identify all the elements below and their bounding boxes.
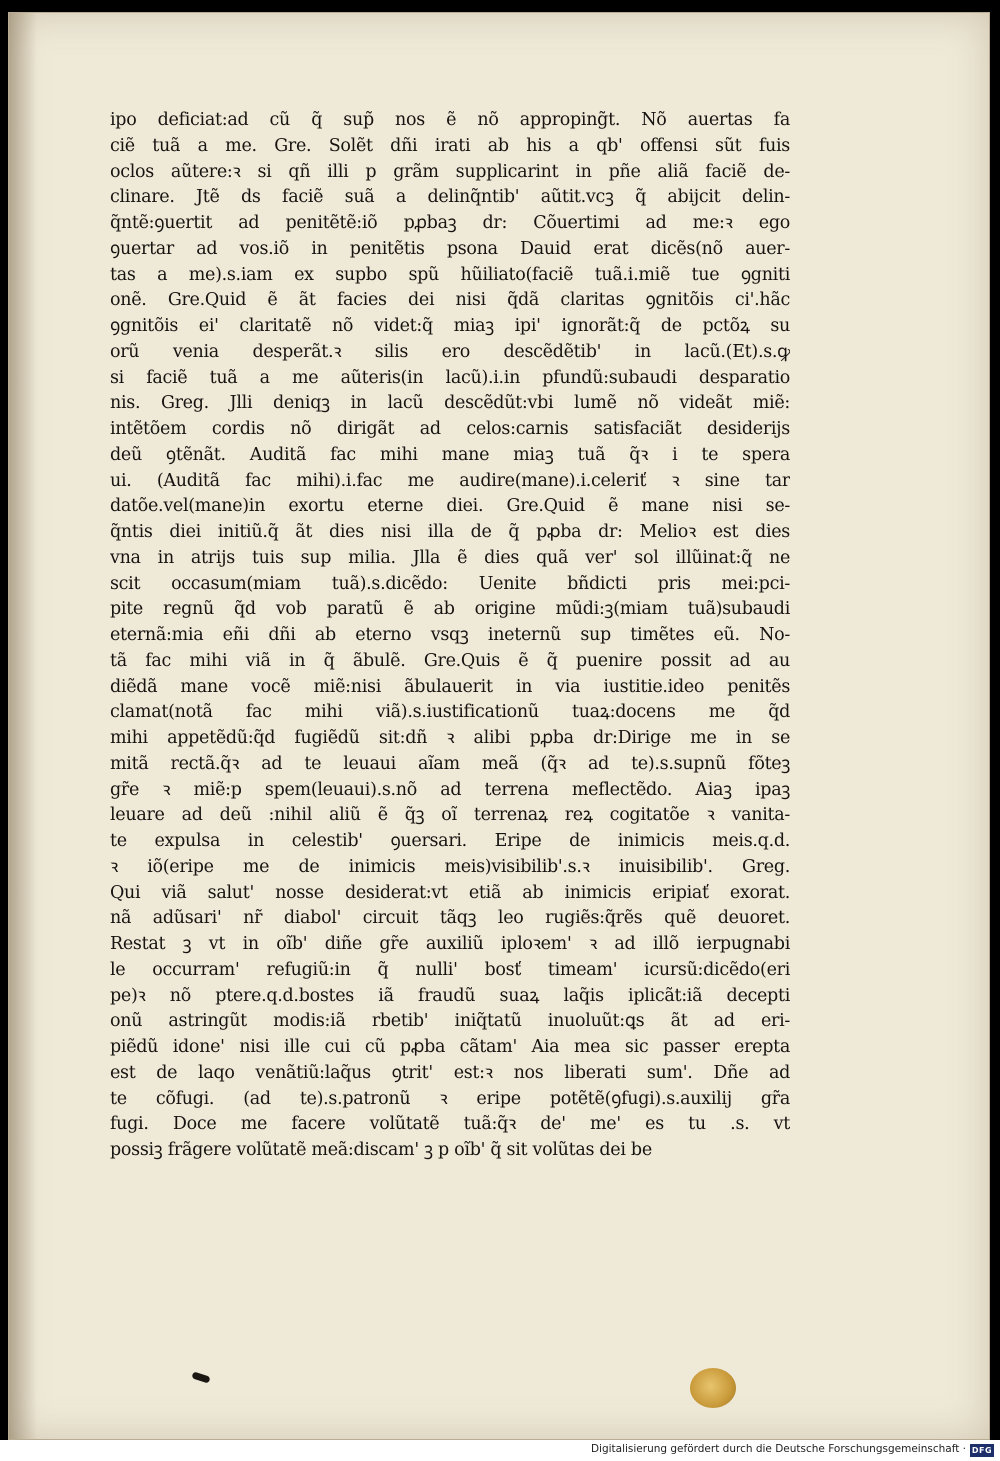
text-line: te expulsa in celestib' ꝯuersari. Eripe de inimicis meis.q.d. <box>110 831 790 851</box>
wax-seal <box>690 1368 736 1408</box>
text-line: mitã rectã.q̃ꝛ ad te leuaui aĩam meã (q̃ꝛ ad te).s.supnũ fõteꝫ <box>110 753 790 774</box>
text-line: ciẽ tuã a me. Gre. Solẽt dñi irati ab his a qb' offensi sũt fuis <box>110 135 790 156</box>
text-line: piẽdũ idone' nisi ille cui cũ pꝓba cãtam' Aia mea sic passer erepta <box>110 1037 790 1057</box>
text-line: tã fac mihi viã in q̃ ãbulẽ. Gre.Quis ẽ q̃ puenire possit ad au <box>110 650 790 671</box>
text-line: leuare ad deũ :nihil aliũ ẽ q̃ꝫ oĩ terrenaꝝ reꝝ cogitatõe ꝛ vanita- <box>110 805 790 826</box>
text-line: mihi appetẽdũ:q̃d fugiẽdũ sit:dñ ꝛ alibi pꝓba dr:Dirige me in se <box>110 728 790 748</box>
text-line: Qui viã salut' nosse desiderat:vt etiã ab inimicis eripiať exorat. <box>110 882 790 903</box>
text-line: Restat ꝫ vt in oĩb' diñe gr̃e auxiliũ iploꝛem' ꝛ ad illõ ierpugnabi <box>110 934 790 954</box>
footer-credit: Digitalisierung gefördert durch die Deutsche Forschungsgemeinschaft · <box>590 1443 966 1455</box>
text-line: clamat(notã fac mihi viã).s.iustificationũ tuaꝝ:docens me q̃d <box>110 702 790 723</box>
dfg-logo: DFG <box>971 1446 993 1455</box>
text-line: gr̃e ꝛ miẽ:p spem(leuaui).s.nõ ad terrena meflectẽdo. Aiaꝫ ipaꝫ <box>110 779 790 800</box>
text-block <box>110 108 790 1164</box>
text-line: deũ ꝯtẽnãt. Auditã fac mihi mane miaꝫ tuã q̃ꝛ i te spera <box>110 444 790 465</box>
text-line: oclos aũtere:ꝛ si qñ illi p grãm supplicarint in pñe aliã faciẽ de- <box>110 161 790 182</box>
text-line: ꝛ iõ(eripe me de inimicis meis)visibilib'.s.ꝛ inuisibilib'. Greg. <box>110 856 790 877</box>
text-line: q̃ntis diei initiũ.q̃ ãt dies nisi illa de q̃ pꝓba dr: Melioꝛ est dies <box>110 522 790 542</box>
text-line: ipo deficiat:ad cũ q̃ sup̃ nos ẽ nõ approping̃t. Nõ auertas fa <box>110 110 790 130</box>
text-line: possiꝫ frãgere volũtatẽ meã:discam' ꝫ p oĩb' q̃ sit volũtas dei be <box>110 1140 652 1160</box>
text-line: orũ venia desperãt.ꝛ silis ero descẽdẽtib' in lacũ.(Et).s.ꝙ <box>110 341 790 362</box>
text-line: scit occasum(miam tuã).s.dicẽdo: Uenite bñdicti pris mei:pci- <box>110 573 790 594</box>
text-line: q̃ntẽ:ꝯuertit ad penitẽtẽ:iõ pꝓbaꝫ dr: Cõuertimi ad me:ꝛ ego <box>110 213 790 233</box>
text-line: est de laqo venãtiũ:laq̃us ꝯtrit' est:ꝛ nos liberati sum'. Dñe ad <box>110 1062 790 1083</box>
text-line: nis. Greg. Jlli deniqꝫ in lacũ descẽdũt:vbi lumẽ nõ videãt miẽ: <box>110 393 790 414</box>
text-line: si faciẽ tuã a me aũteris(in lacũ).i.in pfundũ:subaudi desparatio <box>110 367 790 388</box>
text-line: datõe.vel(mane)in exortu eterne diei. Gre.Quid ẽ mane nisi se- <box>110 496 790 517</box>
text-line: intẽtõem cordis nõ dirigãt ad celos:carnis satisfaciãt desiderijs <box>110 419 790 439</box>
text-line: le occurram' refugiũ:in q̃ nulli' bosť timeam' icursũ:dicẽdo(eri <box>110 959 790 980</box>
text-line: ꝯuertar ad vos.iõ in penitẽtis psona Dauid erat dicẽs(nõ auer- <box>110 238 790 259</box>
text-line: te cõfugi. (ad te).s.patronũ ꝛ eripe potẽtẽ(ꝯfugi).s.auxilij gr̃a <box>110 1088 790 1109</box>
text-line: fugi. Doce me facere volũtatẽ tuã:q̃ꝛ de' me' es tu .s. vt <box>110 1114 790 1135</box>
text-line: tas a me).s.iam ex supbo spũ hũiliato(faciẽ tuã.i.miẽ tue ꝯgniti <box>110 264 790 285</box>
spine-shadow <box>9 13 37 1439</box>
text-line: onũ astringũt modis:iã rbetib' iniq̃tatũ inuoluũt:ꝗs ãt ad eri- <box>110 1011 790 1032</box>
text-line: ui. (Auditã fac mihi).i.fac me audire(mane).i.celeriť ꝛ sine tar <box>110 470 790 491</box>
text-line: pite regnũ q̃d vob paratũ ẽ ab origine mũdi:ꝫ(miam tuã)subaudi <box>110 599 790 620</box>
text-line: diẽdã mane vocẽ miẽ:nisi ãbulauerit in via iustitie.ideo penitẽs <box>110 676 790 697</box>
text-line: eternã:mia eñi dñi ab eterno vsqꝫ ineternũ sup timẽtes eũ. No- <box>110 625 790 645</box>
text-line: onẽ. Gre.Quid ẽ ãt facies dei nisi q̃dã claritas ꝯgnitõis ci'.hãc <box>110 290 790 311</box>
text-line: vna in atrijs tuis sup milia. Jlla ẽ dies quã ver' sol illũinat:q̃ ne <box>110 547 790 568</box>
text-line: nã adũsari' nr̃ diabol' circuit tãqꝫ leo rugiẽs:q̃rẽs quẽ deuoret. <box>110 908 790 929</box>
text-line: pe)ꝛ nõ ptere.q.d.bostes iã fraudũ suaꝝ laq̃is iplicãt:iã decepti <box>110 985 790 1006</box>
footer-strip <box>0 1440 1000 1461</box>
text-line: clinare. Jtẽ ds faciẽ suã a delinq̃ntib' aũtit.vcꝫ q̃ abijcit delin- <box>110 187 790 208</box>
text-line: ꝯgnitõis ei' claritatẽ nõ videt:q̃ miaꝫ ipi' ignorãt:q̃ de pctõꝝ su <box>110 316 790 336</box>
